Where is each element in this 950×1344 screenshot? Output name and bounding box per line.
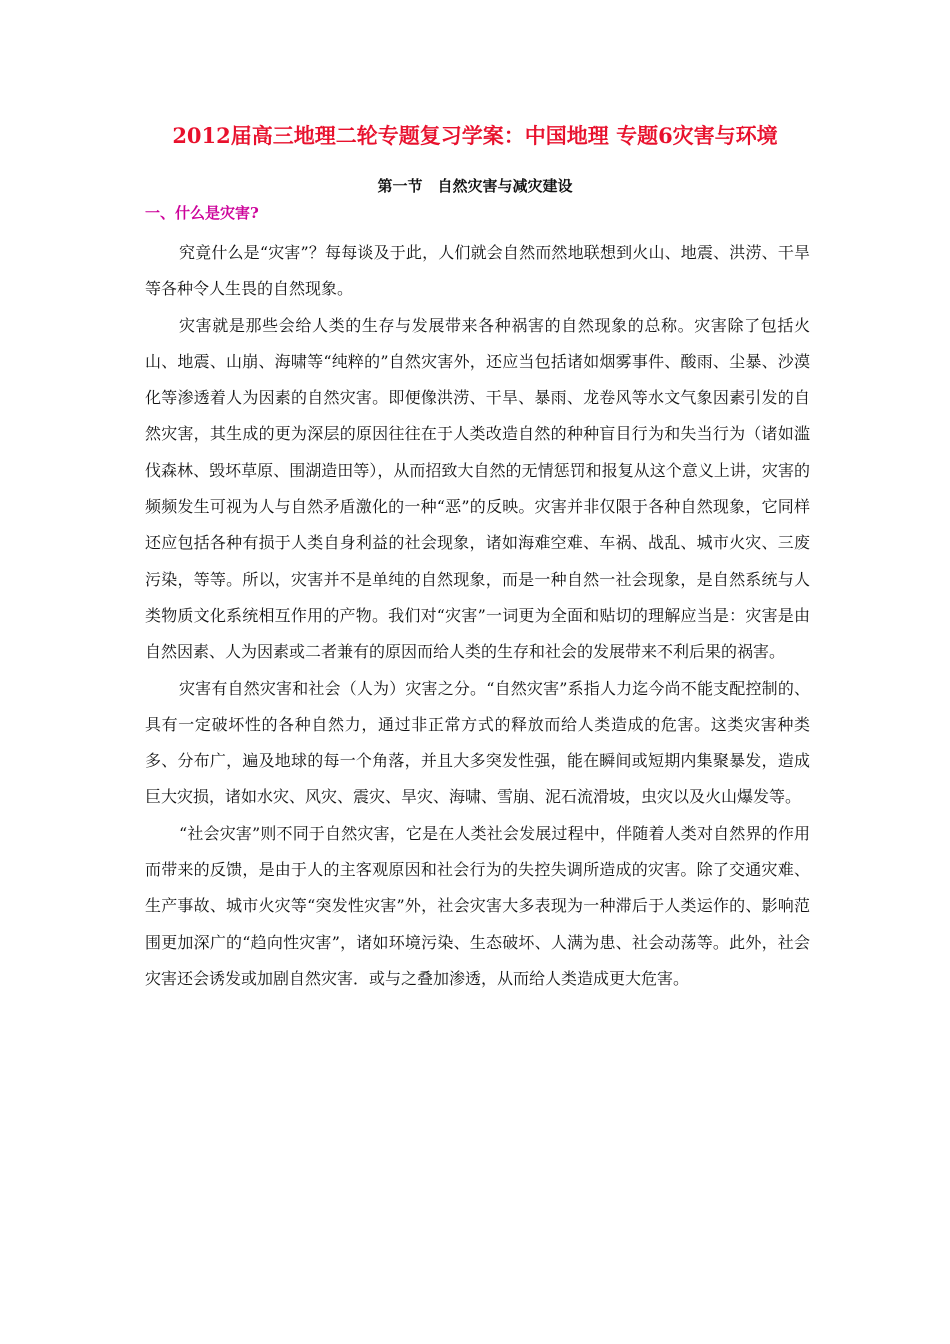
paragraph-4: “社会灾害”则不同于自然灾害，它是在人类社会发展过程中，伴随着人类对自然界的作用而带来的反馈，是由于人的主客观原因和社会行为的失控失调所造成的灾害。除了交通灾难、生产事故、城市火灾等“突发性灾害”外，社会灾害大多表现为一种滞后于人类运作的、影响范围更加深广的“趋向性灾害”，诸如环境污染、生态破坏、人满为患、社会动荡等。此外，社会灾害还会诱发或加剧自然灾害．或与之叠加渗透，从而给人类造成更大危害。	[145, 823, 810, 988]
section-subtitle: 第一节 自然灾害与减灾建设	[377, 177, 573, 195]
paragraph-2: 灾害就是那些会给人类的生存与发展带来各种祸害的自然现象的总称。灾害除了包括火山、地震、山崩、海啸等“纯粹的”自然灾害外，还应当包括诸如烟雾事件、酸雨、尘暴、沙漠化等渗透着人为因素的自然灾害。即便像洪涝、干旱、暴雨、龙卷风等水文气象因素引发的自然灾害，其生成的更为深层的原因往往在于人类改造自然的种种盲目行为和失当行为（诸如滥伐森林、毁坏草原、围湖造田等），从而招致大自然的无情惩罚和报复从这个意义上讲，灾害的频频发生可视为人与自然矛盾激化的一种“恶”的反映。灾害并非仅限于各种自然现象，它同样还应包括各种有损于人类自身利益的社会现象，诸如海难空难、车祸、战乱、城市火灾、三废污染，等等。所以，灾害并不是单纯的自然现象，而是一种自然一社会现象，是自然系统与人类物质文化系统相互作用的产物。我们对“灾害”一词更为全面和贴切的理解应当是：灾害是由自然因素、人为因素或二者兼有的原因而给人类的生存和社会的发展带来不利后果的祸害。	[145, 315, 810, 662]
section-heading: 一、什么是灾害?	[145, 204, 259, 222]
document-title: 2012届高三地理二轮专题复习学案：中国地理 专题6灾害与环境	[172, 123, 778, 148]
body-text	[145, 235, 810, 997]
paragraph-3: 灾害有自然灾害和社会（人为）灾害之分。“自然灾害”系指人力迄今尚不能支配控制的、具有一定破坏性的各种自然力，通过非正常方式的释放而给人类造成的危害。这类灾害种类多、分布广，遍及地球的每一个角落，并且大多突发性强，能在瞬间或短期内集聚暴发，造成巨大灾损，诸如水灾、风灾、震灾、旱灾、海啸、雪崩、泥石流滑坡，虫灾以及火山爆发等。	[145, 678, 810, 807]
paragraph-1: 究竟什么是“灾害”？每每谈及于此，人们就会自然而然地联想到火山、地震、洪涝、干旱等各种令人生畏的自然现象。	[145, 243, 810, 299]
